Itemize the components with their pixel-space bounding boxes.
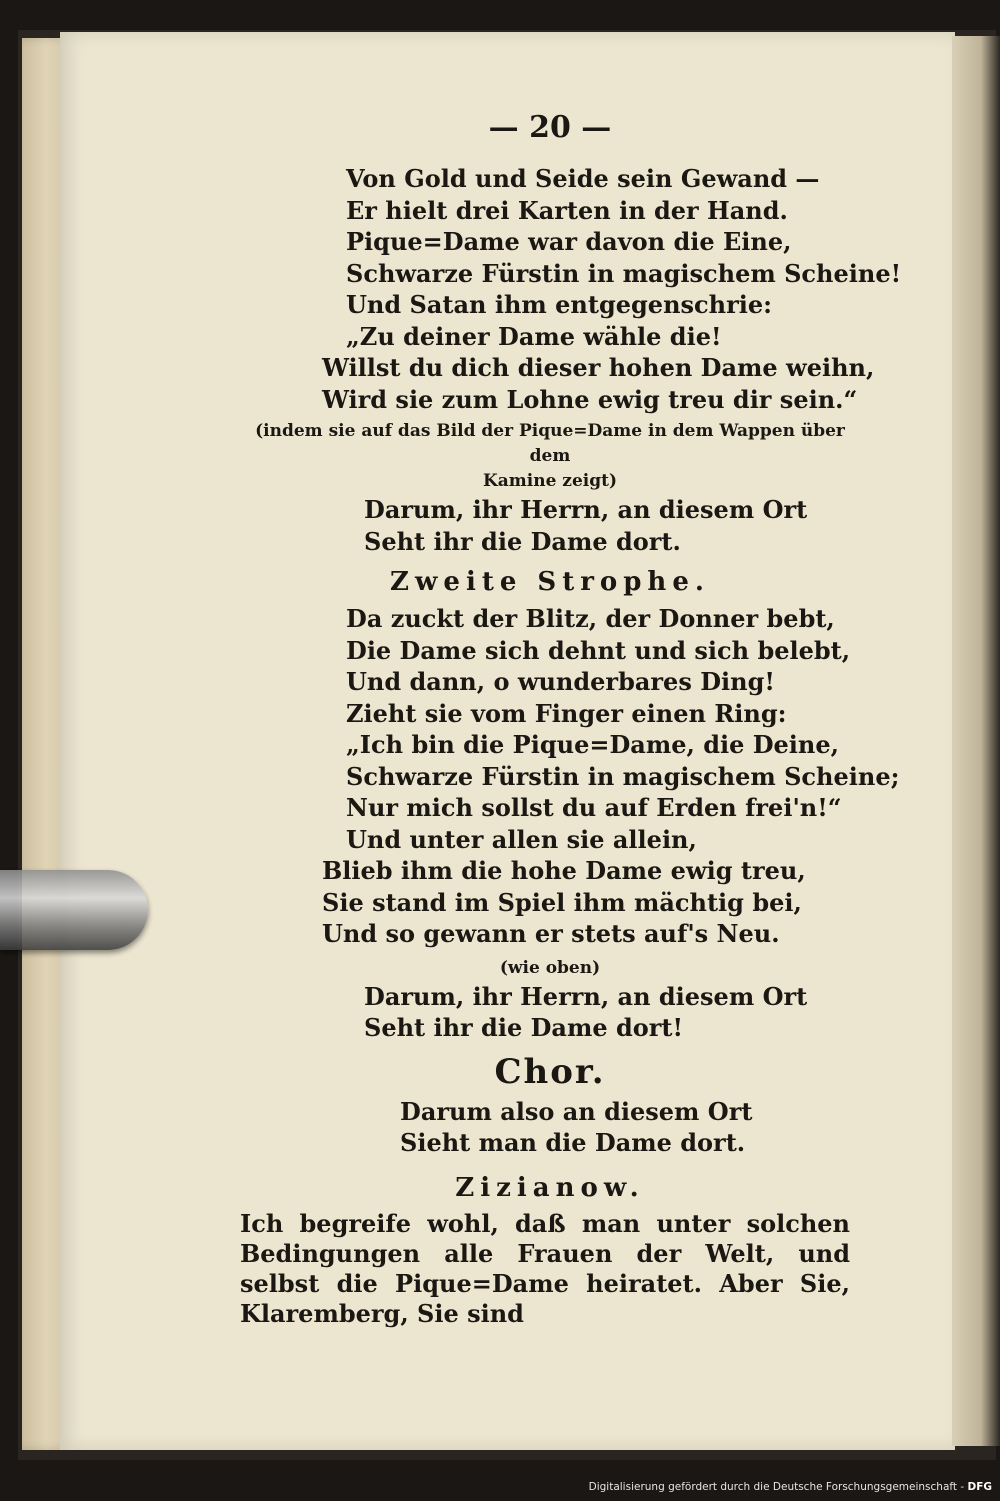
chorus-heading: Chor. xyxy=(494,1051,606,1092)
refrain-line: Darum, ihr Herrn, an diesem Ort xyxy=(364,495,808,524)
refrain-1 xyxy=(240,494,860,557)
refrain-line: Seht ihr die Dame dort! xyxy=(364,1013,684,1042)
chorus-line: Sieht man die Dame dort. xyxy=(400,1128,746,1157)
song-verse-2 xyxy=(240,603,900,950)
page-number: — 20 — xyxy=(488,110,612,145)
digitization-footer xyxy=(589,1481,992,1493)
verse-line: Da zuckt der Blitz, der Donner bebt, xyxy=(346,604,835,633)
stage-direction: (wie oben) xyxy=(499,957,601,978)
verse-line: Wird sie zum Lohne ewig treu dir sein.“ xyxy=(322,384,858,414)
verse-line: Schwarze Fürstin in magischem Scheine; xyxy=(346,761,900,791)
verse-line: Und Satan ihm entgegenschrie: xyxy=(346,290,772,319)
bookmark-clip xyxy=(0,870,148,950)
prose-paragraph: Ich begreife wohl, daß man unter solchen Bedingungen alle Frauen der Welt, und selbst die Pique=Dame heiratet. Aber Sie, Klaremberg, Sie sind xyxy=(240,1208,850,1328)
dfg-logo: DFG xyxy=(967,1481,992,1493)
chorus-line: Darum also an diesem Ort xyxy=(400,1096,753,1126)
refrain-line: Darum, ihr Herrn, an diesem Ort xyxy=(364,981,808,1011)
page-content xyxy=(240,110,902,1329)
section-heading: Zweite Strophe. xyxy=(390,567,710,597)
verse-line: Er hielt drei Karten in der Hand. xyxy=(346,195,788,225)
verse-line: Nur mich sollst du auf Erden frei'n!“ xyxy=(346,793,842,822)
song-verse-1 xyxy=(240,163,902,415)
verse-line: Blieb ihm die hohe Dame ewig treu, xyxy=(322,856,806,885)
footer-text: Digitalisierung gefördert durch die Deutsche Forschungsgemeinschaft - xyxy=(588,1481,965,1493)
verse-line: Schwarze Fürstin in magischem Scheine! xyxy=(346,258,902,288)
verse-line: Und so gewann er stets auf's Neu. xyxy=(322,919,780,948)
verse-line: Und unter allen sie allein, xyxy=(346,824,697,854)
verse-line: Und dann, o wunderbares Ding! xyxy=(346,667,775,696)
stage-direction: (indem sie auf das Bild der Pique=Dame in dem Wappen über dem xyxy=(255,421,845,466)
verse-line: Die Dame sich dehnt und sich belebt, xyxy=(346,635,851,665)
speaker-name: Zizianow. xyxy=(455,1172,645,1203)
facing-page-edge xyxy=(952,36,1000,1446)
stage-direction: Kamine zeigt) xyxy=(482,471,618,491)
chorus-lines xyxy=(240,1096,860,1159)
refrain-line: Seht ihr die Dame dort. xyxy=(364,526,681,556)
refrain-2 xyxy=(240,981,860,1044)
verse-line: Willst du dich dieser hohen Dame weihn, xyxy=(322,353,875,382)
verse-line: „Zu deiner Dame wähle die! xyxy=(346,321,722,351)
verse-line: Zieht sie vom Finger einen Ring: xyxy=(346,698,787,728)
verse-line: „Ich bin die Pique=Dame, die Deine, xyxy=(346,730,839,759)
verse-line: Pique=Dame war davon die Eine, xyxy=(346,227,792,256)
verse-line: Von Gold und Seide sein Gewand — xyxy=(346,164,820,193)
verse-line: Sie stand im Spiel ihm mächtig bei, xyxy=(322,887,802,917)
